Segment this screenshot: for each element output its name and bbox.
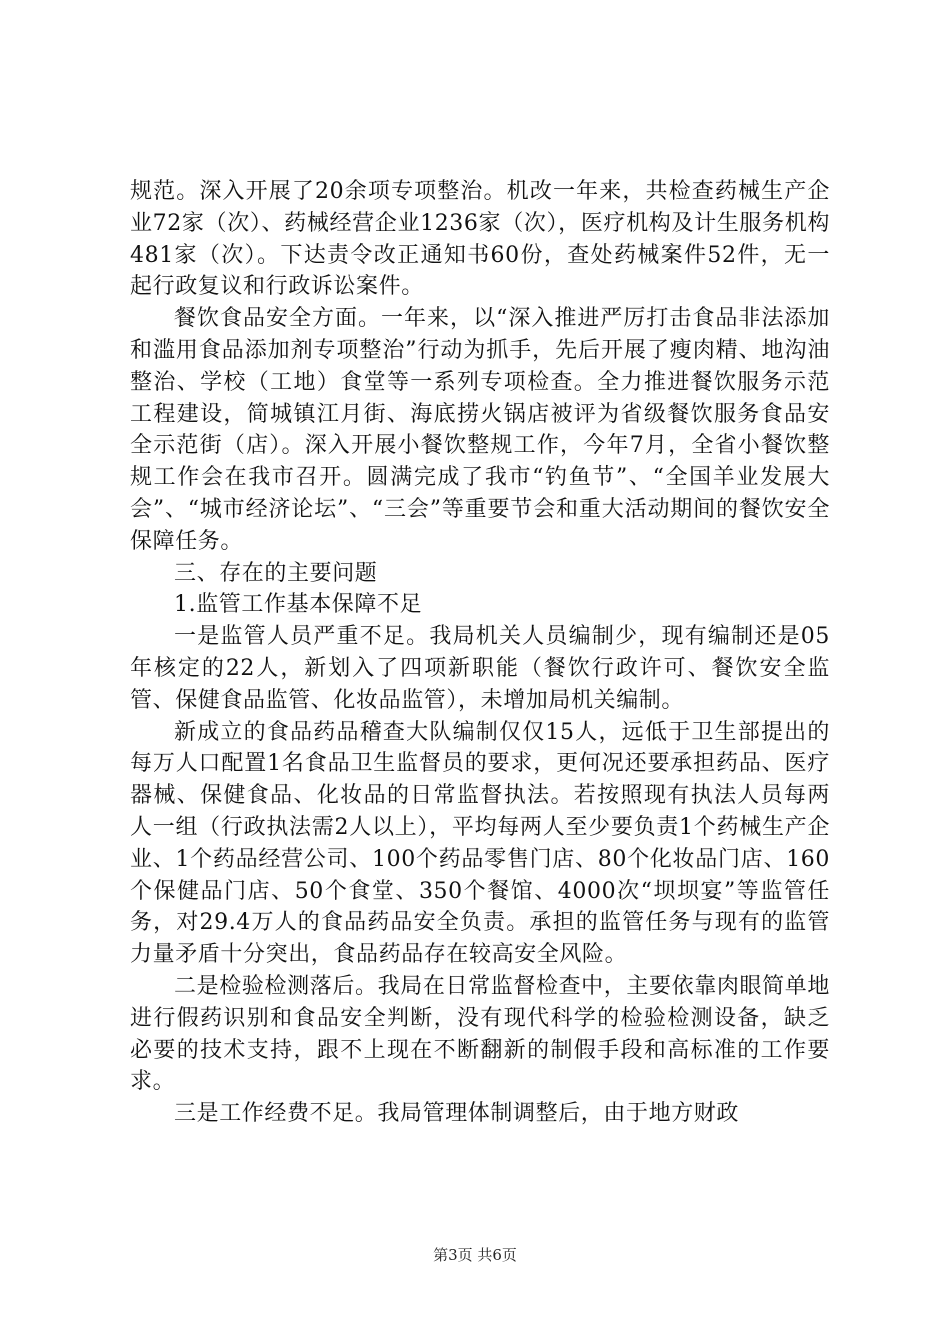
- paragraph-staff-shortage: 一是监管人员严重不足。我局机关人员编制少，现有编制还是05年核定的22人，新划入了四项新职能（餐饮行政许可、餐饮安全监管、保健食品监管、化妆品监管），未增加局机关编制。: [130, 624, 830, 713]
- paragraph-catering-food-safety: 餐饮食品安全方面。一年来，以“深入推进严厉打击食品非法添加和滥用食品添加剂专项整治”行动为抓手，先后开展了瘦肉精、地沟油整治、学校（工地）食堂等一系列专项检查。全力推进餐饮服务示范工程建设，简城镇江月街、海底捞火锅店被评为省级餐饮服务食品安全示范街（店）。深入开展小餐饮整规工作，今年7月，全省小餐饮整规工作会在我市召开。圆满完成了我市“钓鱼节”、“全国羊业发展大会”、“城市经济论坛”、“三会”等重要节会和重大活动期间的餐饮安全保障任务。: [130, 306, 830, 554]
- paragraph-funding-shortage: 三是工作经费不足。我局管理体制调整后，由于地方财政: [174, 1101, 740, 1127]
- paragraph-inspection-brigade: 新成立的食品药品稽查大队编制仅仅15人，远低于卫生部提出的每万人口配置1名食品卫生监督员的要求，更何况还要承担药品、医疗器械、保健食品、化妆品的日常监督执法。若按照现有执法人员每两人一组（行政执法需2人以上），平均每两人至少要负责1个药械生产企业、1个药品经营公司、100个药品零售门店、80个化妆品门店、160个保健品门店、50个食堂、350个餐馆、4000次“坝坝宴”等监管任务，对29.4万人的食品药品安全负责。承担的监管任务与现有的监管力量矛盾十分突出，食品药品存在较高安全风险。: [130, 719, 830, 968]
- document-body: [130, 176, 830, 1130]
- paragraph-device-inspection-summary: 规范。深入开展了20余项专项整治。机改一年来，共检查药械生产企业72家（次）、药械经营企业1236家（次），医疗机构及计生服务机构481家（次）。下达责令改正通知书60份，查处药械案件52件，无一起行政复议和行政诉讼案件。: [130, 179, 830, 300]
- paragraph-testing-backward: 二是检验检测落后。我局在日常监督检查中，主要依靠肉眼简单地进行假药识别和食品安全判断，没有现代科学的检验检测设备，缺乏必要的技术支持，跟不上现在不断翻新的制假手段和高标准的工作要求。: [130, 973, 830, 1095]
- page-number-indicator: 第3页 共6页: [433, 1246, 517, 1264]
- section-heading-main-problems: 三、存在的主要问题: [174, 560, 378, 586]
- page-footer: [0, 1244, 950, 1265]
- subheading-basic-support-insufficient: 1.监管工作基本保障不足: [174, 592, 423, 618]
